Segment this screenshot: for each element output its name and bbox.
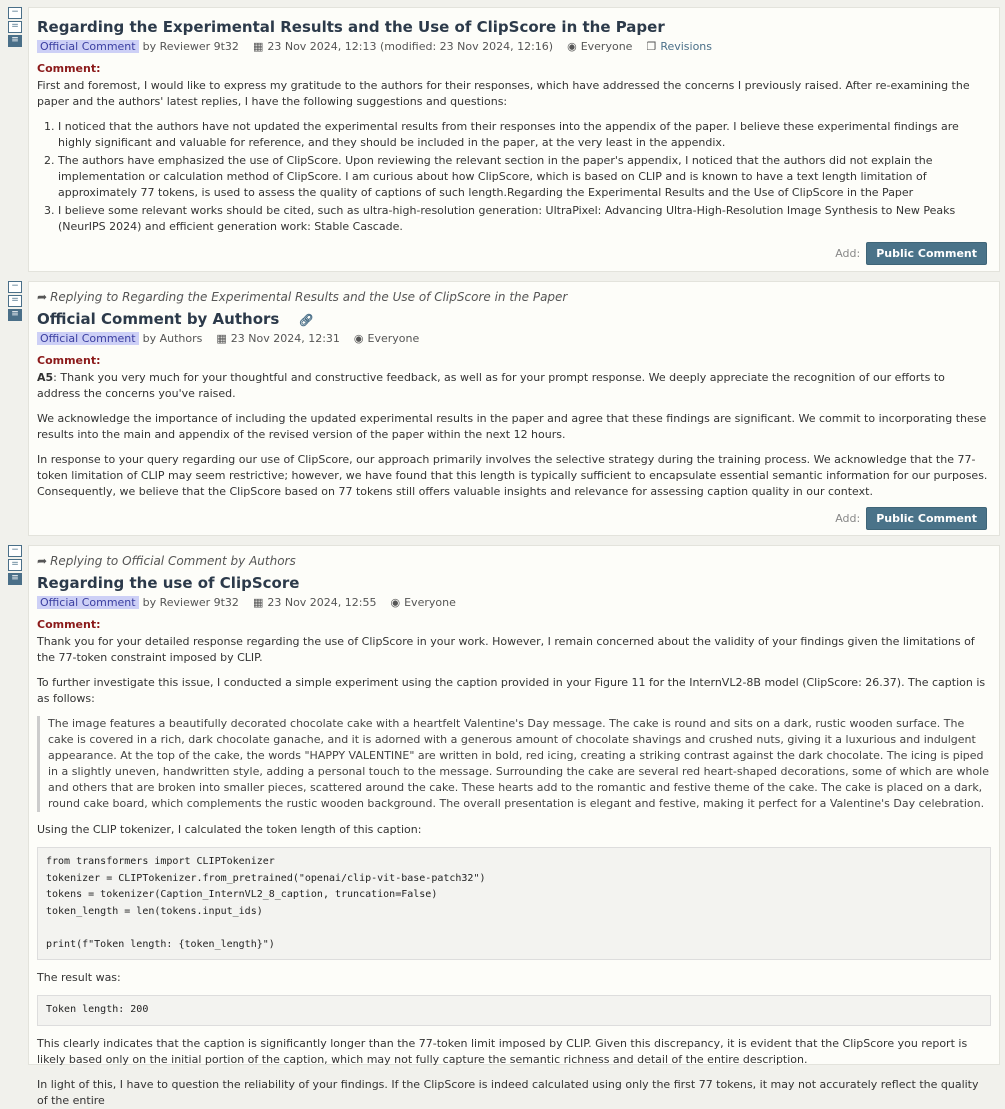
signature: by Reviewer 9t32: [142, 40, 239, 53]
calendar-icon: ▦: [216, 332, 227, 345]
answer-tag: A5: [37, 371, 54, 384]
public-comment-button[interactable]: Public Comment: [866, 507, 987, 530]
signature: by Authors: [142, 332, 203, 345]
reply-text[interactable]: Replying to Official Comment by Authors: [50, 554, 296, 568]
collapse-button[interactable]: −: [8, 7, 22, 19]
note-title: [37, 310, 991, 328]
partial-button[interactable]: =: [8, 295, 22, 307]
list-item: 3. I believe some relevant works should be cited, such as ultra-high-resolution generation: UltraPixel: Advancing Ultra-High-Resolution Image Synthesis to New Peaks (NeurIPS 2024) and efficient generation work: Stable Cascade.: [58, 203, 991, 235]
public-comment-button[interactable]: Public Comment: [866, 242, 987, 265]
list-item: 2. The authors have emphasized the use of ClipScore. Upon reviewing the relevant section in the paper's appendix, I noticed that the authors did not explain the implementation or calculation method of ClipScore. I am curious about how ClipScore, which is based on CLIP and is known to have a text length limitation of approximately 77 tokens, is used to assess the quality of captions of such length.Regarding the Experimental Results and the Use of ClipScore in the Paper: [58, 153, 991, 201]
revisions-icon: ❐: [646, 40, 657, 53]
comment-label: Comment:: [37, 354, 101, 367]
result-block: Token length: 200: [37, 995, 991, 1026]
comment-paragraph: First and foremost, I would like to express my gratitude to the authors for their responses, which have addressed the concerns I previously raised. After re-examining the paper and the authors' latest replies, I have the following suggestions and questions:: [37, 79, 970, 108]
comment-list: [37, 119, 991, 235]
invitation-badge: Official Comment: [37, 332, 139, 345]
comment-paragraph: [37, 370, 991, 402]
readers: Everyone: [404, 596, 456, 609]
invitation-badge: Official Comment: [37, 40, 139, 53]
revisions-link[interactable]: Revisions: [660, 40, 713, 53]
note-meta: [37, 332, 991, 345]
reply-text[interactable]: Replying to Regarding the Experimental Results and the Use of ClipScore in the Paper: [50, 290, 568, 304]
collapse-button[interactable]: −: [8, 281, 22, 293]
readers: Everyone: [580, 40, 633, 53]
comment-paragraph: Thank you for your detailed response regarding the use of ClipScore in your work. However, I remain concerned about the validity of your findings given the limitations of the 77-token constraint imposed by CLIP.: [37, 635, 975, 664]
expand-button[interactable]: ≡: [8, 309, 22, 321]
add-reply-row: [835, 242, 987, 265]
reply-arrow-icon: ➦: [37, 290, 48, 304]
partial-button[interactable]: =: [8, 21, 22, 33]
reply-context: [37, 554, 991, 568]
comment-paragraph: The result was:: [37, 971, 121, 984]
reply-arrow-icon: ➦: [37, 554, 48, 568]
comment-paragraph: In light of this, I have to question the reliability of your findings. If the ClipScore is indeed calculated using only the first 77 tokens, it may not accurately reflect the quality of the entire: [37, 1077, 979, 1107]
comment-paragraph: To further investigate this issue, I conducted a simple experiment using the caption provided in your Figure 11 for the InternVL2-8B model (ClipScore: 26.37). The caption is as follows:: [37, 676, 986, 705]
collapse-button[interactable]: −: [8, 545, 22, 557]
comment-paragraph: Using the CLIP tokenizer, I calculated the token length of this caption:: [37, 823, 422, 836]
note-title: Regarding the use of ClipScore: [37, 574, 300, 592]
comment-paragraph: In response to your query regarding our use of ClipScore, our approach primarily involves the selective strategy during the training process. We acknowledge that the 77-token limitation of CLIP may seem restrictive; however, we have found that this length is typically sufficient to encapsulate essential semantic information for our purposes. Consequently, we believe that the ClipScore based on 77 tokens still offers valuable insights and relevance for assessing caption quality in our context.: [37, 453, 988, 498]
comment-paragraph: We acknowledge the importance of including the updated experimental results in the paper and agree that these findings are significant. We commit to incorporating these results into the main and appendix of the revised version of the paper within the next 12 hours.: [37, 412, 987, 441]
add-label: Add:: [835, 512, 861, 525]
note-title: Regarding the Experimental Results and the Use of ClipScore in the Paper: [37, 18, 665, 36]
date: 23 Nov 2024, 12:55: [267, 596, 377, 609]
eye-icon: ◉: [390, 596, 401, 609]
eye-icon: ◉: [353, 332, 364, 345]
caption-quote: The image features a beautifully decorated chocolate cake with a heartfelt Valentine's Day message. The cake is round and sits on a dark, rustic wooden surface. The cake is covered in a rich, dark chocolate ganache, and it is adorned with a generous amount of chocolate shavings and crushed nuts, giving it a luxurious and indulgent appearance. At the top of the cake, the words "HAPPY VALENTINE" are written in bold, red icing, creating a striking contrast against the dark chocolate. The icing is piped in a slightly uneven, handwritten style, adding a personal touch to the message. Surrounding the cake are several red heart-shaped decorations, some of which are whole and others that are broken into smaller pieces, scattered around the cake. These hearts add to the romantic and festive theme of the cake. The cake is placed on a dark, round cake board, which complements the rustic wooden background. The overall presentation is elegant and festive, making it perfect for a Valentine's Day celebration.: [37, 716, 991, 812]
note-meta: [37, 40, 991, 53]
note-meta: [37, 596, 991, 609]
comment-paragraph: This clearly indicates that the caption is significantly longer than the 77-token limit imposed by CLIP. Given this discrepancy, it is evident that the ClipScore you report is likely based only on the initial portion of the caption, which may not fully capture the semantic richness and detail of the entire description.: [37, 1036, 968, 1066]
calendar-icon: ▦: [252, 596, 264, 609]
link-icon[interactable]: 🔗︎: [298, 313, 314, 327]
code-block: from transformers import CLIPTokenizer tokenizer = CLIPTokenizer.from_pretrained("openai/clip-vit-base-patch32") tokens = tokenizer(Caption_InternVL2_8_caption, truncation=False) token_length = len(tokens.input_ids) print(f"Token length: {token_length}"): [37, 847, 991, 960]
signature: by Reviewer 9t32: [142, 596, 239, 609]
readers: Everyone: [367, 332, 420, 345]
reply-context: [37, 290, 991, 304]
note-controls-2: [8, 281, 22, 323]
invitation-badge: Official Comment: [37, 596, 139, 609]
note-controls-1: [8, 7, 22, 49]
answer-text: : Thank you very much for your thoughtful and constructive feedback, as well as for your prompt response. We deeply appreciate the recognition of our efforts to address the concerns you've raised.: [37, 371, 945, 400]
add-reply-row: [835, 507, 987, 530]
calendar-icon: ▦: [252, 40, 264, 53]
note-author-comment: [28, 281, 1000, 536]
comment-label: Comment:: [37, 62, 101, 75]
note-reviewer-comment-1: [28, 7, 1000, 272]
partial-button[interactable]: =: [8, 559, 22, 571]
comment-label: Comment:: [37, 618, 101, 631]
note-reviewer-comment-2: [28, 545, 1000, 1107]
date: 23 Nov 2024, 12:31: [230, 332, 340, 345]
note-controls-3: [8, 545, 22, 587]
date: 23 Nov 2024, 12:13 (modified: 23 Nov 2024, 12:16): [267, 40, 554, 53]
eye-icon: ◉: [567, 40, 577, 53]
expand-button[interactable]: ≡: [8, 35, 22, 47]
note-title-text: Official Comment by Authors: [37, 310, 280, 328]
list-item: 1. I noticed that the authors have not updated the experimental results from their responses into the appendix of the paper. I believe these experimental findings are highly significant and valuable for reference, and they should be included in the paper, at the very least in the appendix.: [58, 119, 991, 151]
add-label: Add:: [835, 247, 861, 260]
expand-button[interactable]: ≡: [8, 573, 22, 585]
